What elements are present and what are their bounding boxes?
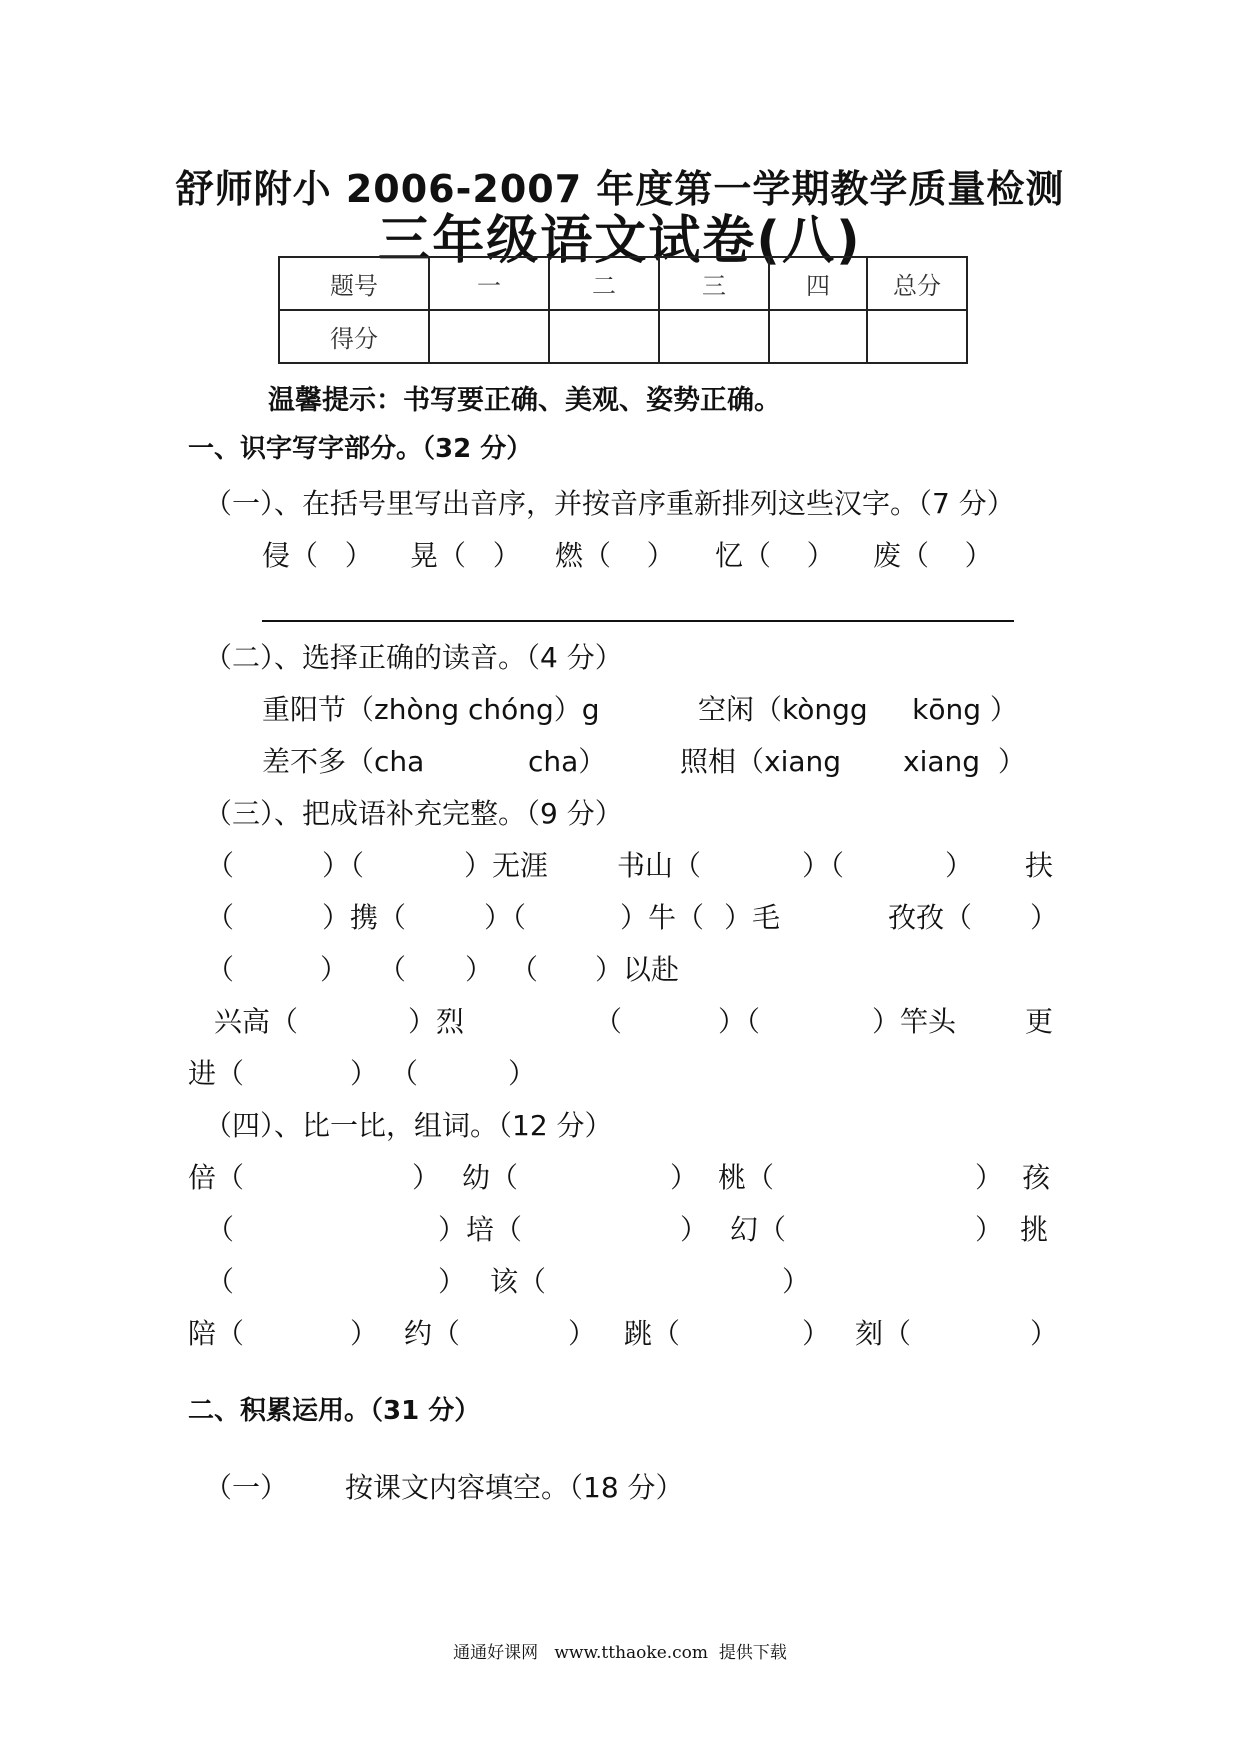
q4-text: （ xyxy=(206,1265,235,1298)
part2-heading: 二、积累运用。（31 分） xyxy=(188,1396,481,1426)
q3-text: 扶 xyxy=(1025,849,1054,882)
score-input-3[interactable] xyxy=(659,310,769,363)
q4-text: 幻（ xyxy=(730,1213,787,1246)
q3-text: （ xyxy=(206,901,235,934)
q2-item-4b: xiang ） xyxy=(903,745,1026,778)
q3-text: （ xyxy=(390,1057,419,1090)
q4-text: 刻（ xyxy=(855,1317,912,1350)
score-input-2[interactable] xyxy=(549,310,659,363)
q3-text: ）（ xyxy=(718,1005,761,1038)
q3-text: 兴高（ xyxy=(214,1005,299,1038)
q4-text: ） xyxy=(975,1161,1004,1194)
q3-title: （三）、把成语补充完整。（9 分） xyxy=(204,797,623,830)
part2-q1-text: 按课文内容填空。（18 分） xyxy=(345,1471,684,1504)
q3-text: 书山（ xyxy=(617,849,702,882)
score-cell-section-1: 一 xyxy=(429,257,549,310)
q4-text: ） xyxy=(1030,1317,1059,1350)
q4-text: ）培（ xyxy=(438,1213,523,1246)
exam-paper-title: 三年级语文试卷(八) xyxy=(378,211,862,271)
q1-char-5: 废（ ） xyxy=(873,539,993,572)
q3-text: （ xyxy=(206,953,235,986)
q3-text: （ xyxy=(510,953,539,986)
score-input-total[interactable] xyxy=(867,310,967,363)
q3-text: ） xyxy=(1030,901,1059,934)
q3-text: ）（ xyxy=(322,849,365,882)
q3-text: ）无涯 xyxy=(464,849,549,882)
q3-text: ）烈 xyxy=(408,1005,465,1038)
q3-text: ） xyxy=(945,849,974,882)
q3-text: （ xyxy=(378,953,407,986)
score-cell-section-4: 四 xyxy=(769,257,867,310)
q4-text: 陪（ xyxy=(188,1317,245,1350)
q2-title: （二）、选择正确的读音。（4 分） xyxy=(204,641,623,674)
score-input-4[interactable] xyxy=(769,310,867,363)
q2-item-3b: cha） xyxy=(528,745,607,778)
q4-text: （ xyxy=(206,1213,235,1246)
q4-text: ） xyxy=(975,1213,1004,1246)
score-cell-label: 题号 xyxy=(279,257,429,310)
score-input-1[interactable] xyxy=(429,310,549,363)
score-cell-section-3: 三 xyxy=(659,257,769,310)
q2-item-3: 差不多（cha xyxy=(262,745,425,778)
q3-text: ）携（ xyxy=(322,901,407,934)
q4-text: ） xyxy=(350,1317,379,1350)
q4-text: 跳（ xyxy=(624,1317,681,1350)
q4-text: 约（ xyxy=(404,1317,461,1350)
q4-text: ） xyxy=(782,1265,811,1298)
q3-text: ） xyxy=(508,1057,537,1090)
q4-text: ） xyxy=(670,1161,699,1194)
q3-text: ） xyxy=(465,953,494,986)
q4-text: ） xyxy=(438,1265,467,1298)
q2-item-1: 重阳节（zhòng chóng）g xyxy=(262,693,600,726)
q4-text: ） xyxy=(680,1213,709,1246)
q2-item-2: 空闲（kòngg kōng ） xyxy=(698,693,1018,726)
reminder-tip: 温馨提示：书写要正确、美观、姿势正确。 xyxy=(268,385,781,416)
q3-text: 孜孜（ xyxy=(888,901,973,934)
q3-text: ）毛 xyxy=(724,901,781,934)
exam-school-title: 舒师附小 2006-2007 年度第一学期教学质量检测 xyxy=(175,167,1065,211)
footer-source: 通通好课网 www.tthaoke.com 提供下载 xyxy=(453,1643,787,1663)
score-cell-label: 得分 xyxy=(279,310,429,363)
part1-heading: 一、识字写字部分。（32 分） xyxy=(188,434,533,464)
q3-text: ）（ xyxy=(802,849,845,882)
score-cell-total: 总分 xyxy=(867,257,967,310)
q4-text: 倍（ xyxy=(188,1161,245,1194)
q3-text: （ xyxy=(594,1005,623,1038)
score-table xyxy=(278,256,968,364)
q4-text: 挑 xyxy=(1020,1213,1049,1246)
q3-text: ）牛（ xyxy=(620,901,705,934)
q4-text: 幼（ xyxy=(462,1161,519,1194)
q4-title: （四）、比一比，组词。（12 分） xyxy=(204,1109,613,1142)
q3-text: ）（ xyxy=(484,901,527,934)
answer-line[interactable] xyxy=(262,620,1014,622)
q3-text: 进（ xyxy=(188,1057,245,1090)
q3-text: ） xyxy=(350,1057,379,1090)
q4-text: 该（ xyxy=(490,1265,547,1298)
q4-text: 孩 xyxy=(1022,1161,1051,1194)
q1-char-3: 燃（ ） xyxy=(555,539,675,572)
score-cell-section-2: 二 xyxy=(549,257,659,310)
part2-q1-label: （一） xyxy=(204,1471,289,1504)
q1-char-2: 晃（ ） xyxy=(410,539,521,572)
q4-text: ） xyxy=(802,1317,831,1350)
q1-char-1: 侵（ ） xyxy=(262,539,373,572)
q3-text: 更 xyxy=(1025,1005,1054,1038)
q4-text: ） xyxy=(412,1161,441,1194)
q3-text: ） xyxy=(320,953,349,986)
q4-text: ） xyxy=(568,1317,597,1350)
q1-char-4: 忆（ ） xyxy=(715,539,835,572)
q3-text: ）以赴 xyxy=(595,953,680,986)
q4-text: 桃（ xyxy=(718,1161,775,1194)
score-table-header-row xyxy=(279,257,967,310)
q1-title: （一）、在括号里写出音序，并按音序重新排列这些汉字。（7 分） xyxy=(204,487,1015,520)
q2-item-4: 照相（xiang xyxy=(680,745,842,778)
q3-text: ）竿头 xyxy=(872,1005,957,1038)
q3-text: （ xyxy=(206,849,235,882)
score-table-score-row xyxy=(279,310,967,363)
